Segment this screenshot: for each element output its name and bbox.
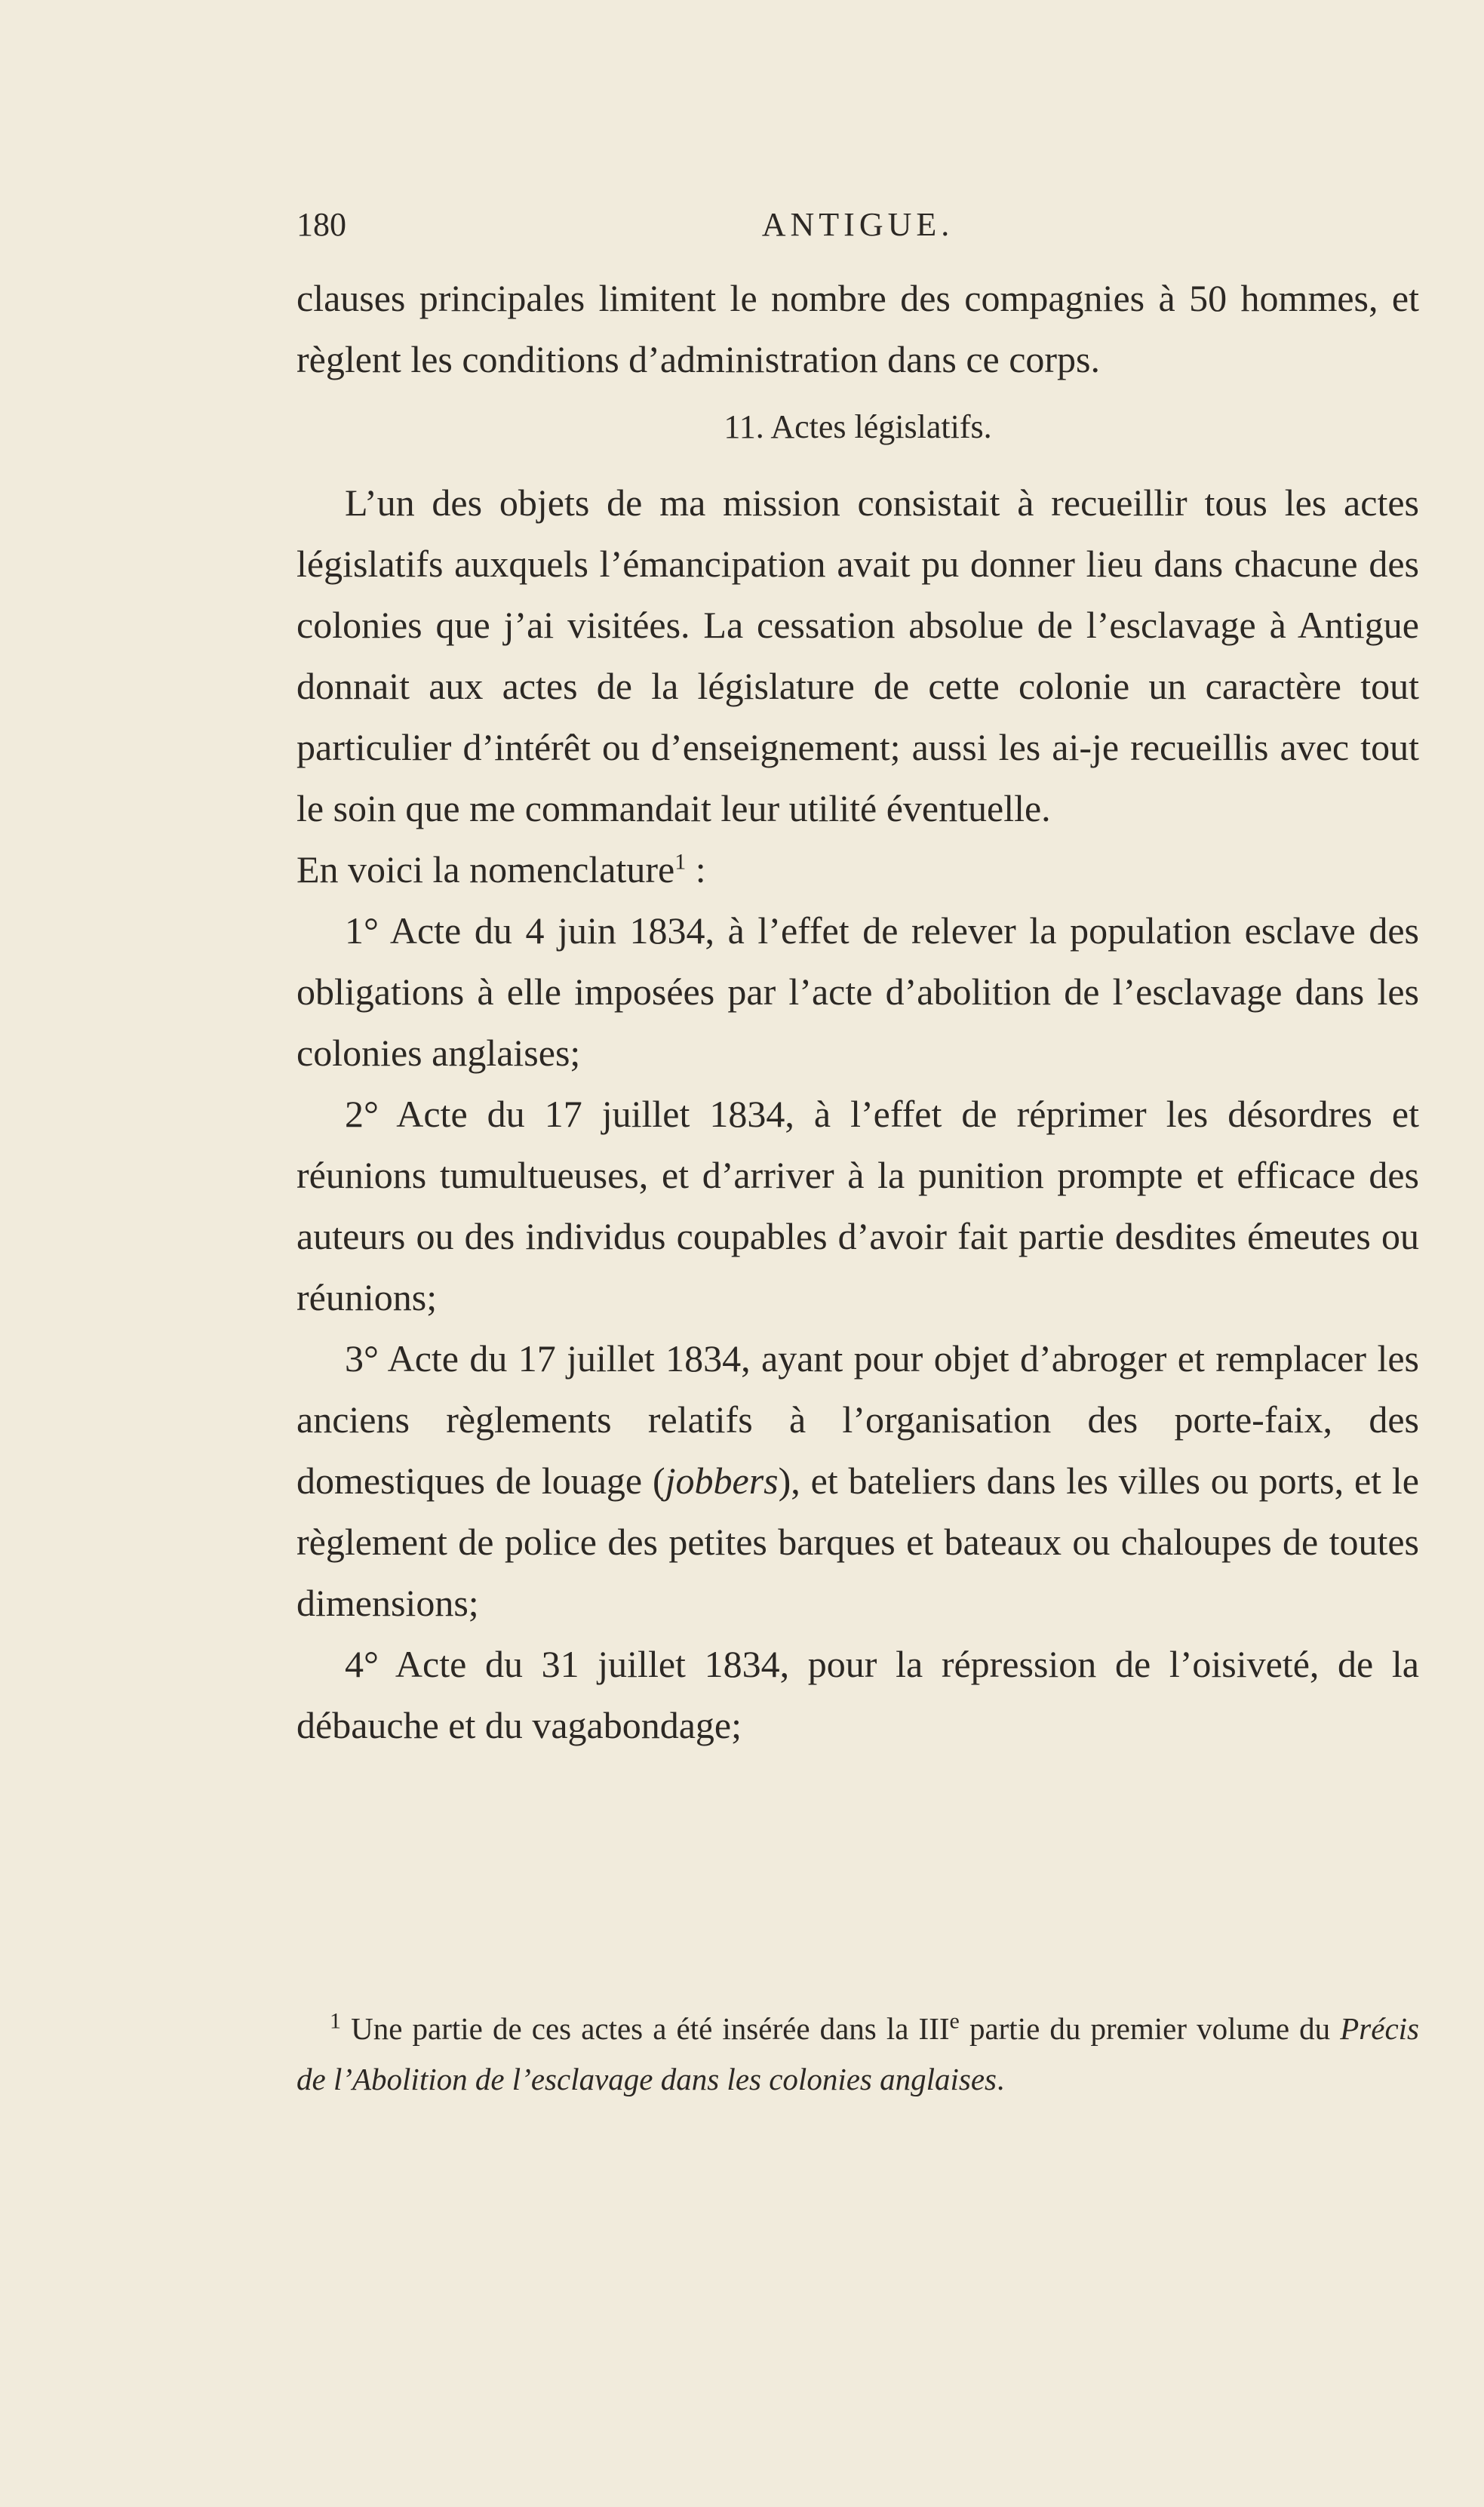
nomenclature-text: En voici la nomenclature: [296, 848, 675, 891]
act-3-text-b: ), et bateliers dans les villes ou ports, et le règlement de police des petites barques et bateaux ou chaloupes de toutes dimensions;: [296, 1460, 1419, 1624]
list-item-act-1: 1° Acte du 4 juin 1834, à l’effet de relever la population esclave des obligations à elle imposées par l’acte d’abolition de l’esclavage dans les colonies anglaises;: [296, 909, 1419, 1074]
footnote-ordinal: e: [949, 2008, 960, 2034]
act-3-italic: jobbers: [665, 1460, 779, 1502]
list-item-act-2: 2° Acte du 17 juillet 1834, à l’effet de réprimer les désordres et réunions tumultueuses, et d’arriver à la punition prompte et efficace des auteurs ou des individus coupables d’avoir fait partie desdites émeutes ou réunions;: [296, 1093, 1419, 1318]
page-number: 180: [296, 206, 346, 243]
footnote-marker: 1: [330, 2008, 341, 2034]
list-item-act-3: [296, 1328, 1419, 1634]
list-item-act-4: 4° Acte du 31 juillet 1834, pour la répression de l’oisiveté, de la débauche et du vagabondage;: [296, 1643, 1419, 1746]
page-header: [296, 205, 1419, 258]
act-3-text-a: 3° Acte du 17 juillet 1834, ayant pour objet d’abroger et remplacer les anciens règlements relatifs à l’organisation des porte-faix, des domestiques de louage (: [296, 1337, 1419, 1502]
paragraph-mission: L’un des objets de ma mission consistait à recueillir tous les actes législatifs auxquels l’émancipation avait pu donner lieu dans chacune des colonies que j’ai visitées. La cessation absolue de l’esclavage à Antigue donnait aux actes de la législature de cette colonie un caractère tout particulier d’intérêt ou d’enseignement; aussi les ai-je recueillis avec tout le soin que me commandait leur utilité éventuelle.: [296, 481, 1419, 829]
page-body: [296, 268, 1419, 1756]
section-title: 11. Actes législatifs.: [724, 408, 992, 445]
paragraph-nomenclature: [296, 839, 1419, 900]
footnote-text-a: Une partie de ces actes a été insérée dans la III: [341, 2011, 950, 2046]
footnote-text-c: .: [997, 2062, 1005, 2096]
paragraph-continuation: clauses principales limitent le nombre des compagnies à 50 hommes, et règlent les conditions d’administration dans ce corps.: [296, 277, 1419, 380]
footnote-text-b: partie du premier volume du: [959, 2011, 1341, 2046]
footnote-reference: 1: [674, 849, 687, 875]
running-title: ANTIGUE.: [761, 206, 954, 243]
nomenclature-tail: :: [686, 848, 706, 891]
footnote-book-title: Précis de l’Abolition de l’esclavage dans les colonies anglaises: [296, 2011, 1420, 2096]
footnote-text: [296, 2004, 1419, 2105]
footnote: [296, 2004, 1419, 2105]
